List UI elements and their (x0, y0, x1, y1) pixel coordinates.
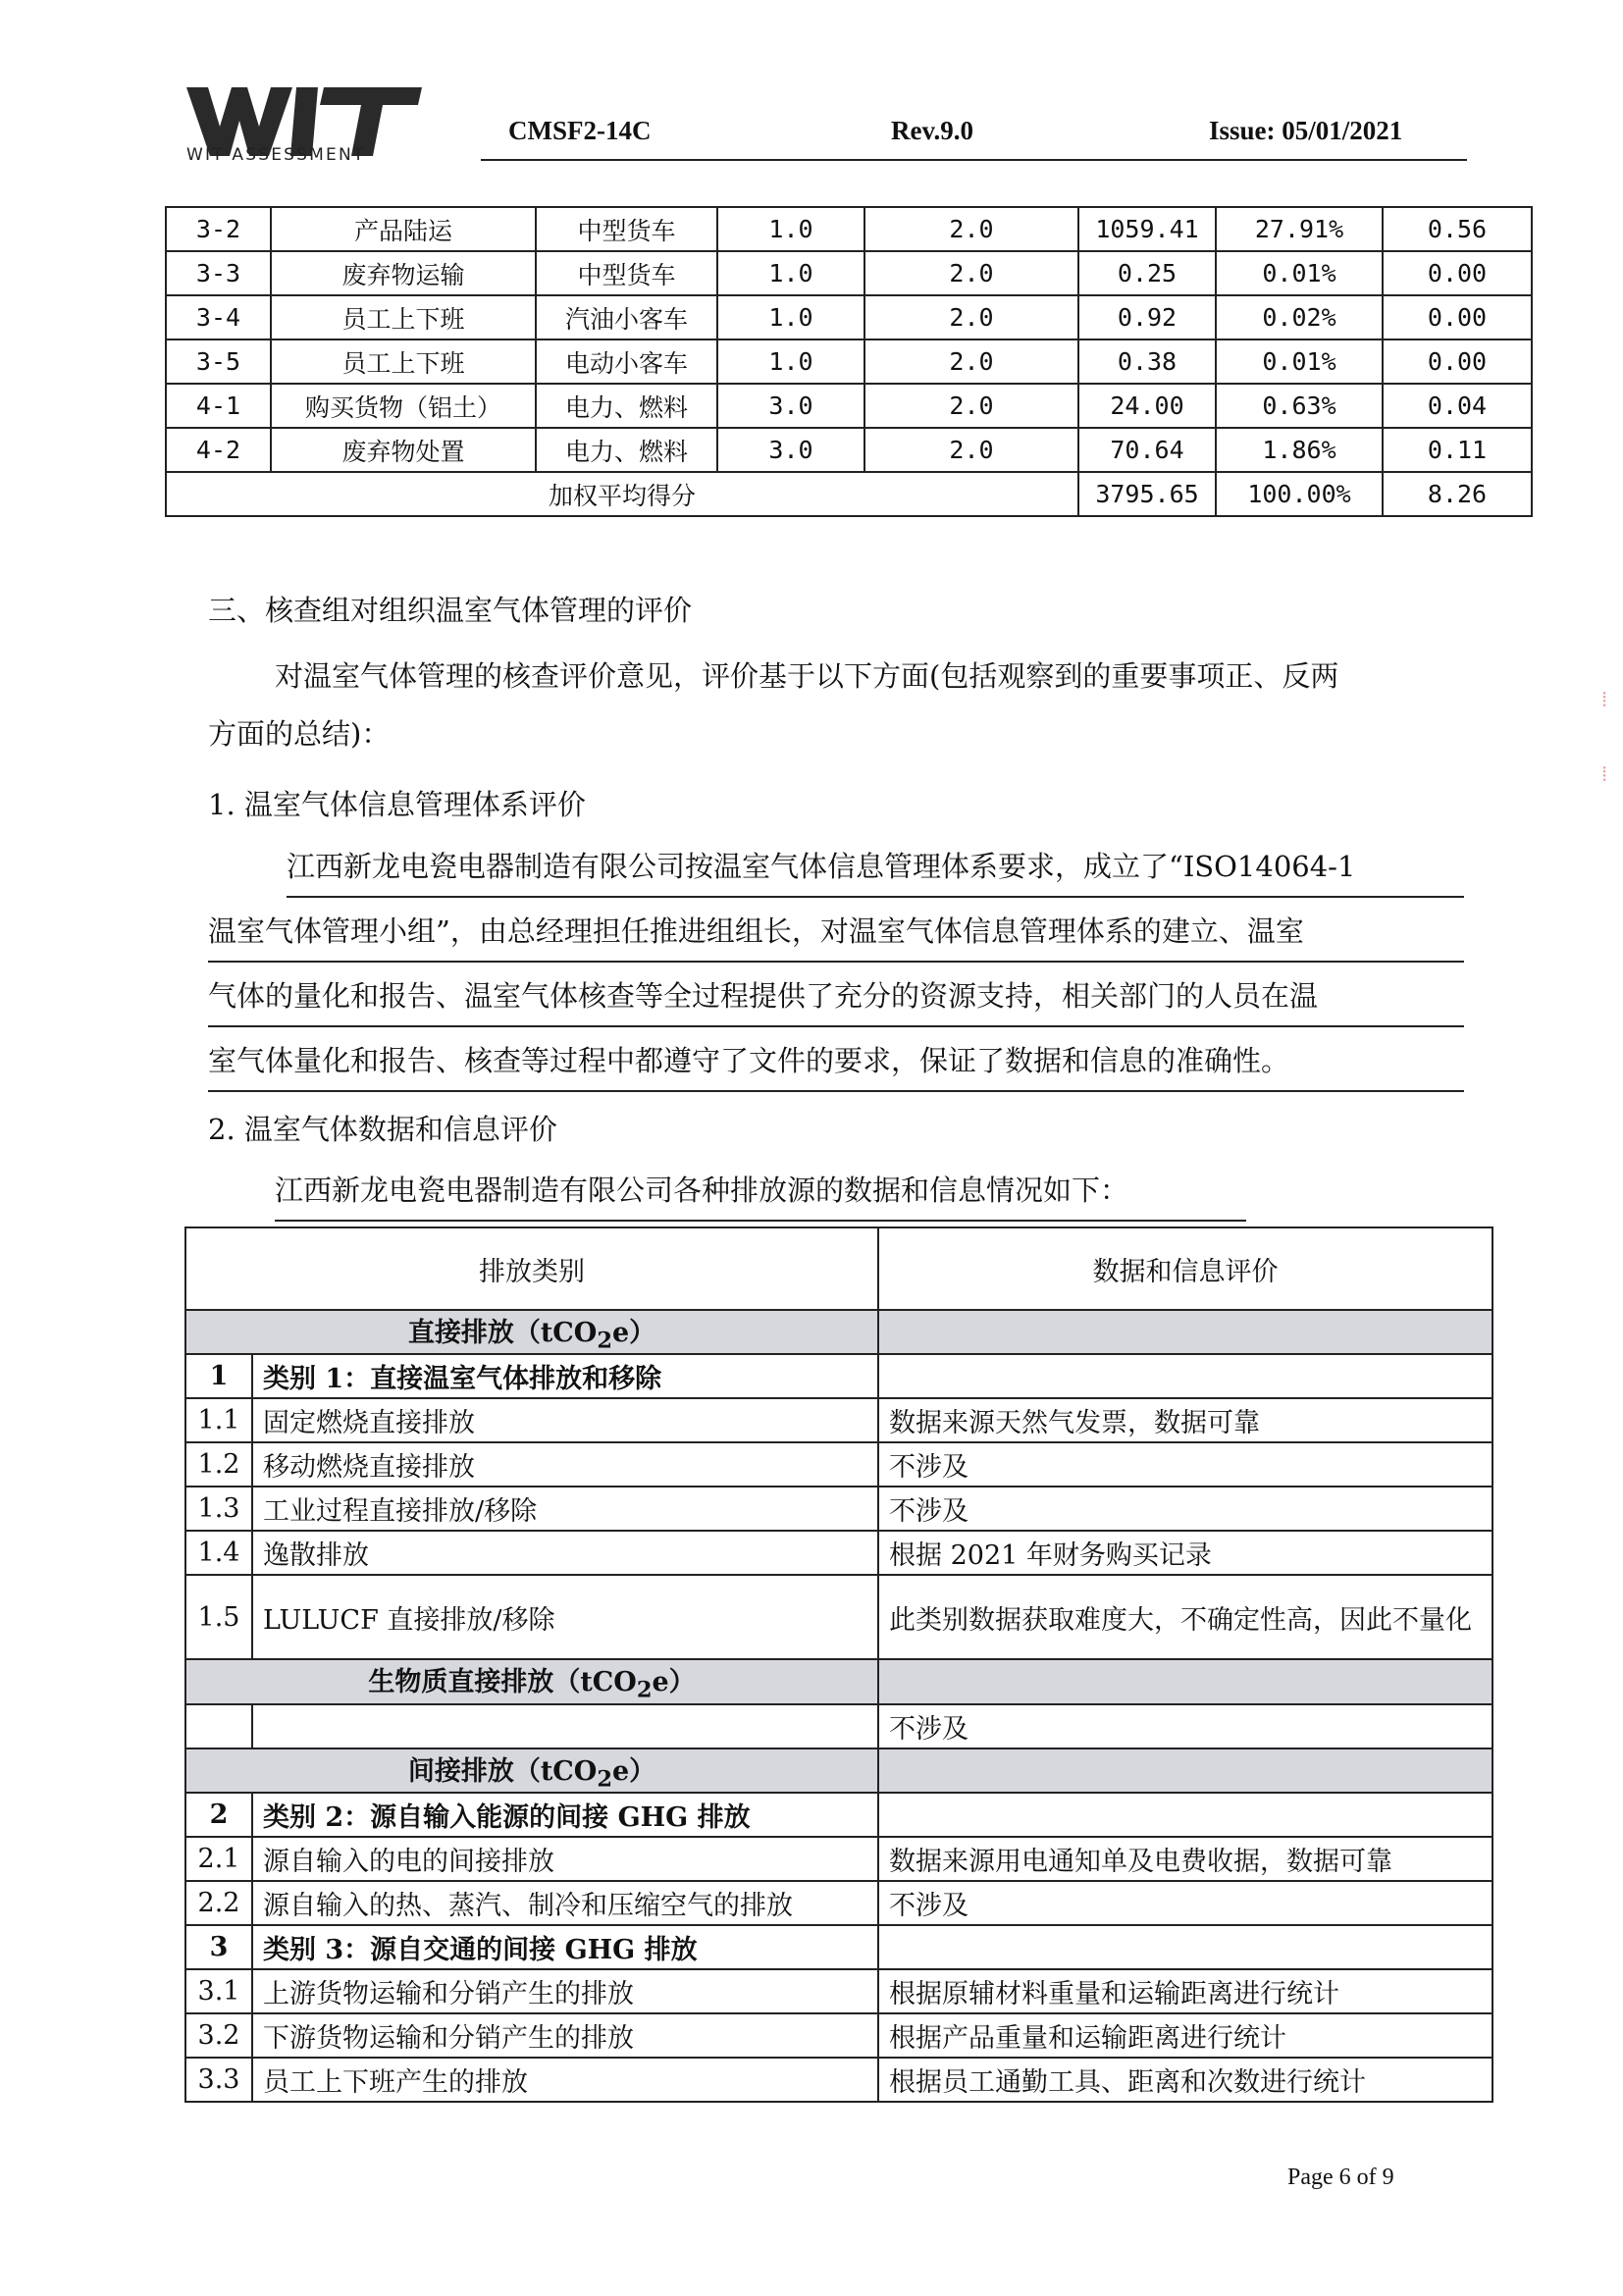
row-eval: 根据员工通勤工具、距离和次数进行统计 (878, 2058, 1492, 2102)
intro-line: 对温室气体管理的核查评价意见，评价基于以下方面(包括观察到的重要事项正、反两 (275, 659, 1339, 693)
row-eval: 根据 2021 年财务购买记录 (878, 1531, 1492, 1575)
table-cell: 1.0 (717, 207, 864, 251)
table-cell: 4-1 (166, 384, 271, 428)
logo-text: WIT ASSESSMENT (186, 145, 366, 165)
table-cell: 0.01% (1216, 251, 1383, 295)
category-eval (878, 1793, 1492, 1837)
page-number: Page 6 of 9 (1287, 2165, 1394, 2190)
column-header: 排放类别 (185, 1227, 878, 1310)
table-cell: 0.01% (1216, 339, 1383, 384)
table-cell: 中型货车 (536, 207, 717, 251)
total-cell: 8.26 (1383, 472, 1532, 516)
row-label: 工业过程直接排放/移除 (252, 1487, 878, 1531)
total-cell: 100.00% (1216, 472, 1383, 516)
group-header-direct: 直接排放（tCO$_2$e） (185, 1310, 878, 1354)
row-eval: 根据产品重量和运输距离进行统计 (878, 2013, 1492, 2058)
table-cell: 0.63% (1216, 384, 1383, 428)
row-number: 3.3 (185, 2058, 252, 2102)
table-cell: 0.00 (1383, 251, 1532, 295)
table-cell: 24.00 (1078, 384, 1216, 428)
table-cell: 1059.41 (1078, 207, 1216, 251)
data-evaluation-table (184, 1226, 1493, 2103)
category-eval (878, 1354, 1492, 1398)
category-number: 1 (185, 1354, 252, 1398)
table-row (166, 384, 1532, 428)
row-label: 下游货物运输和分销产生的排放 (252, 2013, 878, 2058)
table-cell: 中型货车 (536, 251, 717, 295)
table-cell: 电力、燃料 (536, 428, 717, 472)
row-label: 源自输入的热、蒸汽、制冷和压缩空气的排放 (252, 1881, 878, 1925)
header-rule (481, 159, 1467, 161)
table-cell: 1.0 (717, 295, 864, 339)
row-number: 1.1 (185, 1398, 252, 1442)
row-label: 逸散排放 (252, 1531, 878, 1575)
row-number: 2.1 (185, 1837, 252, 1881)
table-cell: 2.0 (864, 428, 1078, 472)
table-cell: 0.56 (1383, 207, 1532, 251)
row-number: 1.3 (185, 1487, 252, 1531)
table-cell: 2.0 (864, 251, 1078, 295)
table-cell: 0.02% (1216, 295, 1383, 339)
table-row (185, 2058, 1492, 2102)
table-cell: 3-2 (166, 207, 271, 251)
table-row (185, 1398, 1492, 1442)
row-eval: 不涉及 (878, 1881, 1492, 1925)
row-label: 移动燃烧直接排放 (252, 1442, 878, 1487)
table-cell: 3-3 (166, 251, 271, 295)
group-row (185, 1748, 1492, 1793)
table-row (166, 428, 1532, 472)
group-header-empty (878, 1748, 1492, 1793)
table-cell: 0.92 (1078, 295, 1216, 339)
table-cell: 废弃物运输 (271, 251, 536, 295)
group-header-indirect: 间接排放（tCO$_2$e） (185, 1748, 878, 1793)
row-eval: 数据来源用电通知单及电费收据，数据可靠 (878, 1837, 1492, 1881)
table-cell: 3.0 (717, 428, 864, 472)
table-cell: 0.00 (1383, 295, 1532, 339)
row-number: 2.2 (185, 1881, 252, 1925)
table-row (166, 207, 1532, 251)
emission-score-table (165, 206, 1533, 517)
table-row (166, 251, 1532, 295)
table-cell: 70.64 (1078, 428, 1216, 472)
table-cell: 员工上下班 (271, 339, 536, 384)
table-cell: 0.11 (1383, 428, 1532, 472)
table-cell: 0.00 (1383, 339, 1532, 384)
table-row (185, 1969, 1492, 2013)
row-eval: 此类别数据获取难度大，不确定性高，因此不量化 (878, 1575, 1492, 1659)
row-eval: 不涉及 (878, 1442, 1492, 1487)
group-row (185, 1659, 1492, 1703)
table-row (185, 1837, 1492, 1881)
row-label: 上游货物运输和分销产生的排放 (252, 1969, 878, 2013)
category-label: 类别 2：源自输入能源的间接 GHG 排放 (252, 1793, 878, 1837)
table-cell: 电力、燃料 (536, 384, 717, 428)
row-number: 1.2 (185, 1442, 252, 1487)
row-label: 员工上下班产生的排放 (252, 2058, 878, 2102)
subsection-heading: 1. 温室气体信息管理体系评价 (208, 788, 586, 821)
row-label: LULUCF 直接排放/移除 (252, 1575, 878, 1659)
category-row (185, 1925, 1492, 1969)
category-row (185, 1793, 1492, 1837)
table-cell: 电动小客车 (536, 339, 717, 384)
table-row (166, 339, 1532, 384)
table-cell: 汽油小客车 (536, 295, 717, 339)
category-label: 类别 1：直接温室气体排放和移除 (252, 1354, 878, 1398)
table-cell: 3-5 (166, 339, 271, 384)
table-cell: 产品陆运 (271, 207, 536, 251)
section-title: 三、核查组对组织温室气体管理的评价 (208, 594, 693, 627)
table-cell: 4-2 (166, 428, 271, 472)
table-row (185, 1442, 1492, 1487)
group-header-empty (878, 1659, 1492, 1703)
category-number: 3 (185, 1925, 252, 1969)
table-cell: 1.0 (717, 339, 864, 384)
row-eval: 数据来源天然气发票，数据可靠 (878, 1398, 1492, 1442)
total-cell: 3795.65 (1078, 472, 1216, 516)
table-row (185, 1704, 1492, 1748)
group-header-empty (878, 1310, 1492, 1354)
total-cell: 加权平均得分 (166, 472, 1078, 516)
subsection-heading: 2. 温室气体数据和信息评价 (208, 1113, 557, 1146)
document-code: CMSF2-14C (508, 116, 652, 145)
table-row (185, 1531, 1492, 1575)
table-cell: 0.25 (1078, 251, 1216, 295)
paragraph-line: 江西新龙电瓷电器制造有限公司各种排放源的数据和信息情况如下： (275, 1171, 1246, 1222)
row-label: 源自输入的电的间接排放 (252, 1837, 878, 1881)
paragraph-line: 江西新龙电瓷电器制造有限公司按温室气体信息管理体系要求，成立了“ISO14064-1 (287, 847, 1464, 898)
paragraph-line: 温室气体管理小组”，由总经理担任推进组组长，对温室气体信息管理体系的建立、温室 (208, 912, 1464, 963)
table-row (185, 1881, 1492, 1925)
row-label: 固定燃烧直接排放 (252, 1398, 878, 1442)
table-cell: 2.0 (864, 207, 1078, 251)
category-eval (878, 1925, 1492, 1969)
row-number (185, 1704, 252, 1748)
table-row (166, 295, 1532, 339)
row-eval: 根据原辅材料重量和运输距离进行统计 (878, 1969, 1492, 2013)
row-number: 3.2 (185, 2013, 252, 2058)
table-row (185, 1487, 1492, 1531)
table-cell: 1.0 (717, 251, 864, 295)
intro-line: 方面的总结)： (208, 717, 391, 751)
row-eval: 不涉及 (878, 1704, 1492, 1748)
table-cell: 废弃物处置 (271, 428, 536, 472)
row-label (252, 1704, 878, 1748)
table-cell: 2.0 (864, 339, 1078, 384)
total-row (166, 472, 1532, 516)
column-header: 数据和信息评价 (878, 1227, 1492, 1310)
table-cell: 购买货物（铝土） (271, 384, 536, 428)
table-cell: 27.91% (1216, 207, 1383, 251)
edge-stamp-mark: ⁞ ⁞ (1601, 688, 1608, 787)
table-cell: 0.38 (1078, 339, 1216, 384)
paragraph-line: 室气体量化和报告、核查等过程中都遵守了文件的要求，保证了数据和信息的准确性。 (208, 1041, 1464, 1092)
category-label: 类别 3：源自交通的间接 GHG 排放 (252, 1925, 878, 1969)
issue-date: Issue: 05/01/2021 (1209, 116, 1403, 145)
table-cell: 2.0 (864, 384, 1078, 428)
row-number: 1.5 (185, 1575, 252, 1659)
table-row (185, 1575, 1492, 1659)
table-row (185, 2013, 1492, 2058)
paragraph-line: 气体的量化和报告、温室气体核查等全过程提供了充分的资源支持，相关部门的人员在温 (208, 976, 1464, 1027)
row-number: 1.4 (185, 1531, 252, 1575)
row-number: 3.1 (185, 1969, 252, 2013)
table-cell: 员工上下班 (271, 295, 536, 339)
table-cell: 3.0 (717, 384, 864, 428)
table-cell: 0.04 (1383, 384, 1532, 428)
table-cell: 3-4 (166, 295, 271, 339)
revision-label: Rev.9.0 (891, 116, 973, 145)
category-number: 2 (185, 1793, 252, 1837)
table-cell: 2.0 (864, 295, 1078, 339)
group-header-biomass: 生物质直接排放（tCO$_2$e） (185, 1659, 878, 1703)
table-cell: 1.86% (1216, 428, 1383, 472)
row-eval: 不涉及 (878, 1487, 1492, 1531)
